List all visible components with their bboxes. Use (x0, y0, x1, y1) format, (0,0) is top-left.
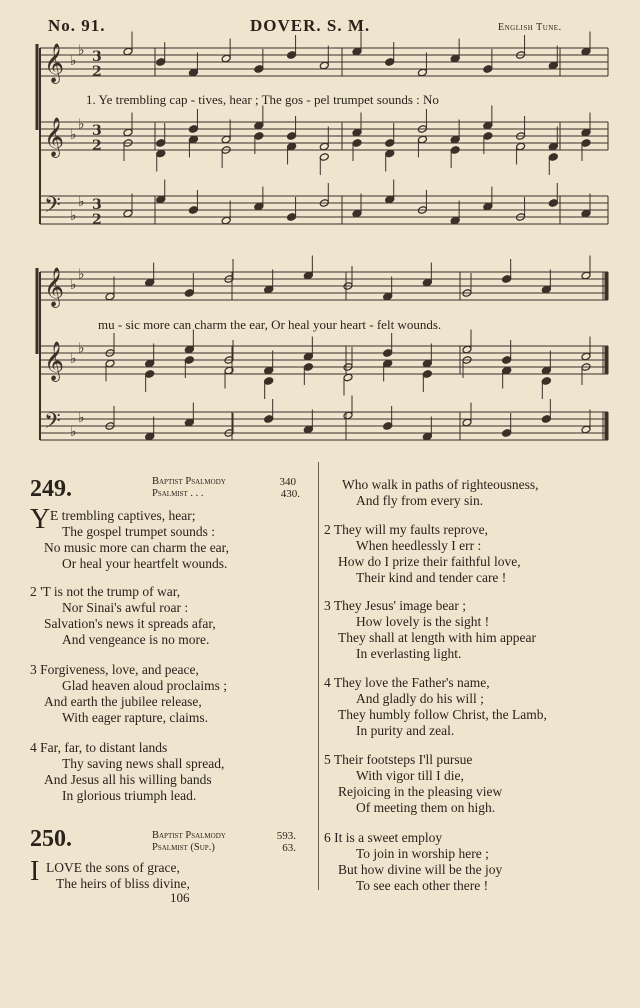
hymn-249-line: 3 Forgiveness, love, and peace, (30, 662, 199, 677)
tune-number: No. 91. (48, 16, 106, 35)
hymn-250-line: 5 Their footsteps I'll pursue (324, 752, 473, 767)
note-head (581, 47, 591, 56)
hymn-number-250: 250. (30, 826, 72, 852)
note-head (502, 429, 512, 438)
hymn-249-line: In glorious triumph lead. (62, 788, 197, 803)
flat-sign: ♭ (70, 208, 77, 224)
note-head (541, 285, 551, 294)
hymn-250-line: LOVE the sons of grace, (46, 860, 180, 875)
note-head (422, 370, 432, 379)
hymn-249-line: Or heal your heartfelt wounds. (62, 556, 228, 571)
note-head (123, 209, 133, 218)
note-head (450, 54, 460, 63)
note-head (303, 363, 313, 372)
hymn-250-line: To join in worship here ; (356, 846, 489, 861)
note-head (254, 121, 264, 130)
hymn-249-line: Nor Sinai's awful roar : (62, 600, 189, 615)
tune-origin: English Tune. (498, 22, 562, 33)
note-head (264, 415, 274, 424)
hymn-249-line: And vengeance is no more. (62, 632, 210, 647)
note-head (422, 432, 432, 441)
hymn-249-ref1-num: 340 (279, 476, 296, 488)
note-head (264, 366, 274, 375)
note-head (319, 61, 329, 70)
hymn-250-line: They shall at length with him appear (338, 630, 536, 645)
hymn-250-line: And gladly do his will ; (356, 691, 484, 706)
note-head (581, 425, 591, 434)
note-head (502, 366, 512, 375)
note-head (383, 422, 393, 431)
note-head (548, 199, 558, 208)
time-signature-top: 3 (92, 197, 102, 213)
note-head (105, 292, 115, 301)
hymn-250-line: Of meeting them on high. (356, 800, 496, 815)
hymn-250-line: And fly from every sin. (356, 493, 484, 508)
hymn-250-line: But how divine will be the joy (338, 862, 503, 877)
note-head (462, 345, 472, 354)
note-head (483, 65, 493, 74)
note-head (343, 411, 353, 420)
page-number: 106 (170, 890, 190, 905)
flat-sign: ♭ (78, 42, 85, 59)
hymn-250-line: How do I prize their faithful love, (338, 554, 521, 569)
note-head (548, 142, 558, 151)
hymn-249-line: Thy saving news shall spread, (62, 756, 225, 771)
note-head (450, 146, 460, 155)
hymn-249-line: 2 'T is not the trump of war, (30, 584, 181, 599)
note-head (221, 54, 231, 63)
note-head (548, 153, 558, 162)
treble-clef: 𝄞 (44, 117, 65, 157)
hymn-249-ref2: Psalmist . . . (152, 488, 204, 499)
note-head (383, 349, 393, 358)
note-head (188, 125, 198, 134)
note-head (303, 352, 313, 361)
note-head (254, 65, 264, 74)
note-head (516, 142, 526, 151)
lyric-line-2: mu - sic more can charm the ear, Or heal your heart - felt wounds. (98, 317, 442, 332)
note-head (462, 418, 472, 427)
note-head (417, 68, 427, 77)
note-head (221, 216, 231, 225)
note-head (385, 149, 395, 158)
note-head (352, 209, 362, 218)
note-head (303, 425, 313, 434)
bass-clef: 𝄢 (44, 193, 61, 223)
note-head (385, 139, 395, 148)
hymn-249-line: 4 Far, far, to distant lands (30, 740, 168, 755)
bass-clef: 𝄢 (44, 409, 61, 439)
flat-sign: ♭ (70, 424, 77, 440)
note-head (184, 418, 194, 427)
hymn-250-line: Their kind and tender care ! (356, 570, 507, 585)
note-head (422, 359, 432, 368)
hymn-249-line: Salvation's news it spreads afar, (44, 616, 216, 631)
flat-sign: ♭ (78, 410, 85, 426)
note-head (156, 58, 166, 67)
note-head (287, 213, 297, 222)
note-head (123, 128, 133, 137)
note-head (145, 278, 155, 287)
note-head (184, 289, 194, 298)
hymn-250-line: To see each other there ! (356, 878, 489, 893)
note-head (287, 51, 297, 60)
note-head (352, 47, 362, 56)
hymn-249-line: And Jesus all his willing bands (44, 772, 212, 787)
note-head (483, 132, 493, 141)
note-head (319, 153, 329, 162)
time-signature-bottom: 2 (92, 212, 102, 228)
note-head (383, 359, 393, 368)
note-head (352, 139, 362, 148)
hymn-249-ref1: Baptist Psalmody (152, 476, 226, 487)
hymn-249-line: Glad heaven aloud proclaims ; (62, 678, 227, 693)
note-head (188, 68, 198, 77)
hymn-250-ref1-num: 593. (276, 830, 296, 842)
note-head (287, 142, 297, 151)
hymn-250-line: Who walk in paths of righteousness, (342, 477, 539, 492)
treble-clef: 𝄞 (44, 43, 65, 83)
flat-sign: ♭ (70, 127, 77, 143)
note-head (383, 292, 393, 301)
flat-sign: ♭ (70, 53, 77, 69)
hymn-250-ref1: Baptist Psalmody (152, 830, 226, 841)
note-head (541, 366, 551, 375)
column-divider (318, 462, 319, 890)
hymn-250-line: With vigor till I die, (356, 768, 464, 783)
note-head (188, 135, 198, 144)
hymn-249-line: E trembling captives, hear; (50, 508, 196, 523)
hymn-249-line: And earth the jubilee release, (44, 694, 202, 709)
note-head (483, 121, 493, 130)
note-head (303, 271, 313, 280)
note-head (581, 128, 591, 137)
note-head (188, 206, 198, 215)
hymn-number-249: 249. (30, 476, 72, 502)
note-head (581, 139, 591, 148)
note-head (319, 142, 329, 151)
flat-sign: ♭ (70, 351, 77, 367)
note-head (385, 58, 395, 67)
hymn-250-line: How lovely is the sight ! (356, 614, 490, 629)
time-signature-bottom: 2 (92, 138, 102, 154)
music-score (0, 0, 640, 460)
note-head (287, 132, 297, 141)
treble-clef: 𝄞 (44, 267, 65, 307)
note-head (385, 195, 395, 204)
note-head (254, 132, 264, 141)
note-head (145, 370, 155, 379)
note-head (156, 149, 166, 158)
note-head (264, 377, 274, 386)
hymn-249-line: No music more can charm the ear, (44, 540, 230, 555)
note-head (417, 135, 427, 144)
note-head (343, 373, 353, 382)
note-head (581, 352, 591, 361)
tune-title: DOVER. S. M. (250, 16, 371, 35)
note-head (541, 415, 551, 424)
note-head (221, 135, 231, 144)
flat-sign: ♭ (78, 194, 85, 210)
hymn-250-line: 4 They love the Father's name, (324, 675, 490, 690)
note-head (184, 345, 194, 354)
note-head (352, 128, 362, 137)
note-head (264, 285, 274, 294)
note-head (156, 195, 166, 204)
note-head (145, 359, 155, 368)
note-head (145, 432, 155, 441)
note-head (105, 359, 115, 368)
dropcap-249: Y (30, 504, 51, 535)
hymn-250-line: In purity and zeal. (356, 723, 455, 738)
note-head (123, 47, 133, 56)
hymn-250-line: When heedlessly I err : (356, 538, 482, 553)
hymn-250-line: 6 It is a sweet employ (324, 830, 443, 845)
flat-sign: ♭ (78, 116, 85, 133)
hymn-249-line: The gospel trumpet sounds : (62, 524, 215, 539)
flat-sign: ♭ (70, 277, 77, 293)
hymn-250-line: 3 They Jesus' image bear ; (324, 598, 467, 613)
flat-sign: ♭ (78, 340, 85, 357)
time-signature-top: 3 (92, 49, 102, 65)
lyric-line-1: 1. Ye trembling cap - tives, hear ; The gos - pel trumpet sounds : No (86, 92, 439, 107)
note-head (422, 278, 432, 287)
note-head (450, 135, 460, 144)
note-head (581, 271, 591, 280)
note-head (450, 216, 460, 225)
hymn-250-line: 2 They will my faults reprove, (324, 522, 488, 537)
hymn-249-ref2-num: 430. (280, 488, 300, 500)
hymn-250-ref2-num: 63. (282, 842, 296, 854)
hymn-250-line: Rejoicing in the pleasing view (338, 784, 503, 799)
flat-sign: ♭ (78, 266, 85, 283)
note-head (184, 356, 194, 365)
time-signature-bottom: 2 (92, 64, 102, 80)
hymn-250-line: The heirs of bliss divine, (56, 876, 190, 891)
hymn-250-ref2: Psalmist (Sup.) (152, 842, 215, 853)
time-signature-top: 3 (92, 123, 102, 139)
note-head (502, 356, 512, 365)
hymn-250-line: They humbly follow Christ, the Lamb, (338, 707, 547, 722)
note-head (502, 275, 512, 284)
note-head (156, 139, 166, 148)
treble-clef: 𝄞 (44, 341, 65, 381)
dropcap-250: I (30, 856, 40, 887)
note-head (254, 202, 264, 211)
hymn-249-line: With eager rapture, claims. (62, 710, 209, 725)
note-head (541, 377, 551, 386)
note-head (581, 209, 591, 218)
hymn-250-line: In everlasting light. (356, 646, 462, 661)
note-head (548, 61, 558, 70)
note-head (483, 202, 493, 211)
